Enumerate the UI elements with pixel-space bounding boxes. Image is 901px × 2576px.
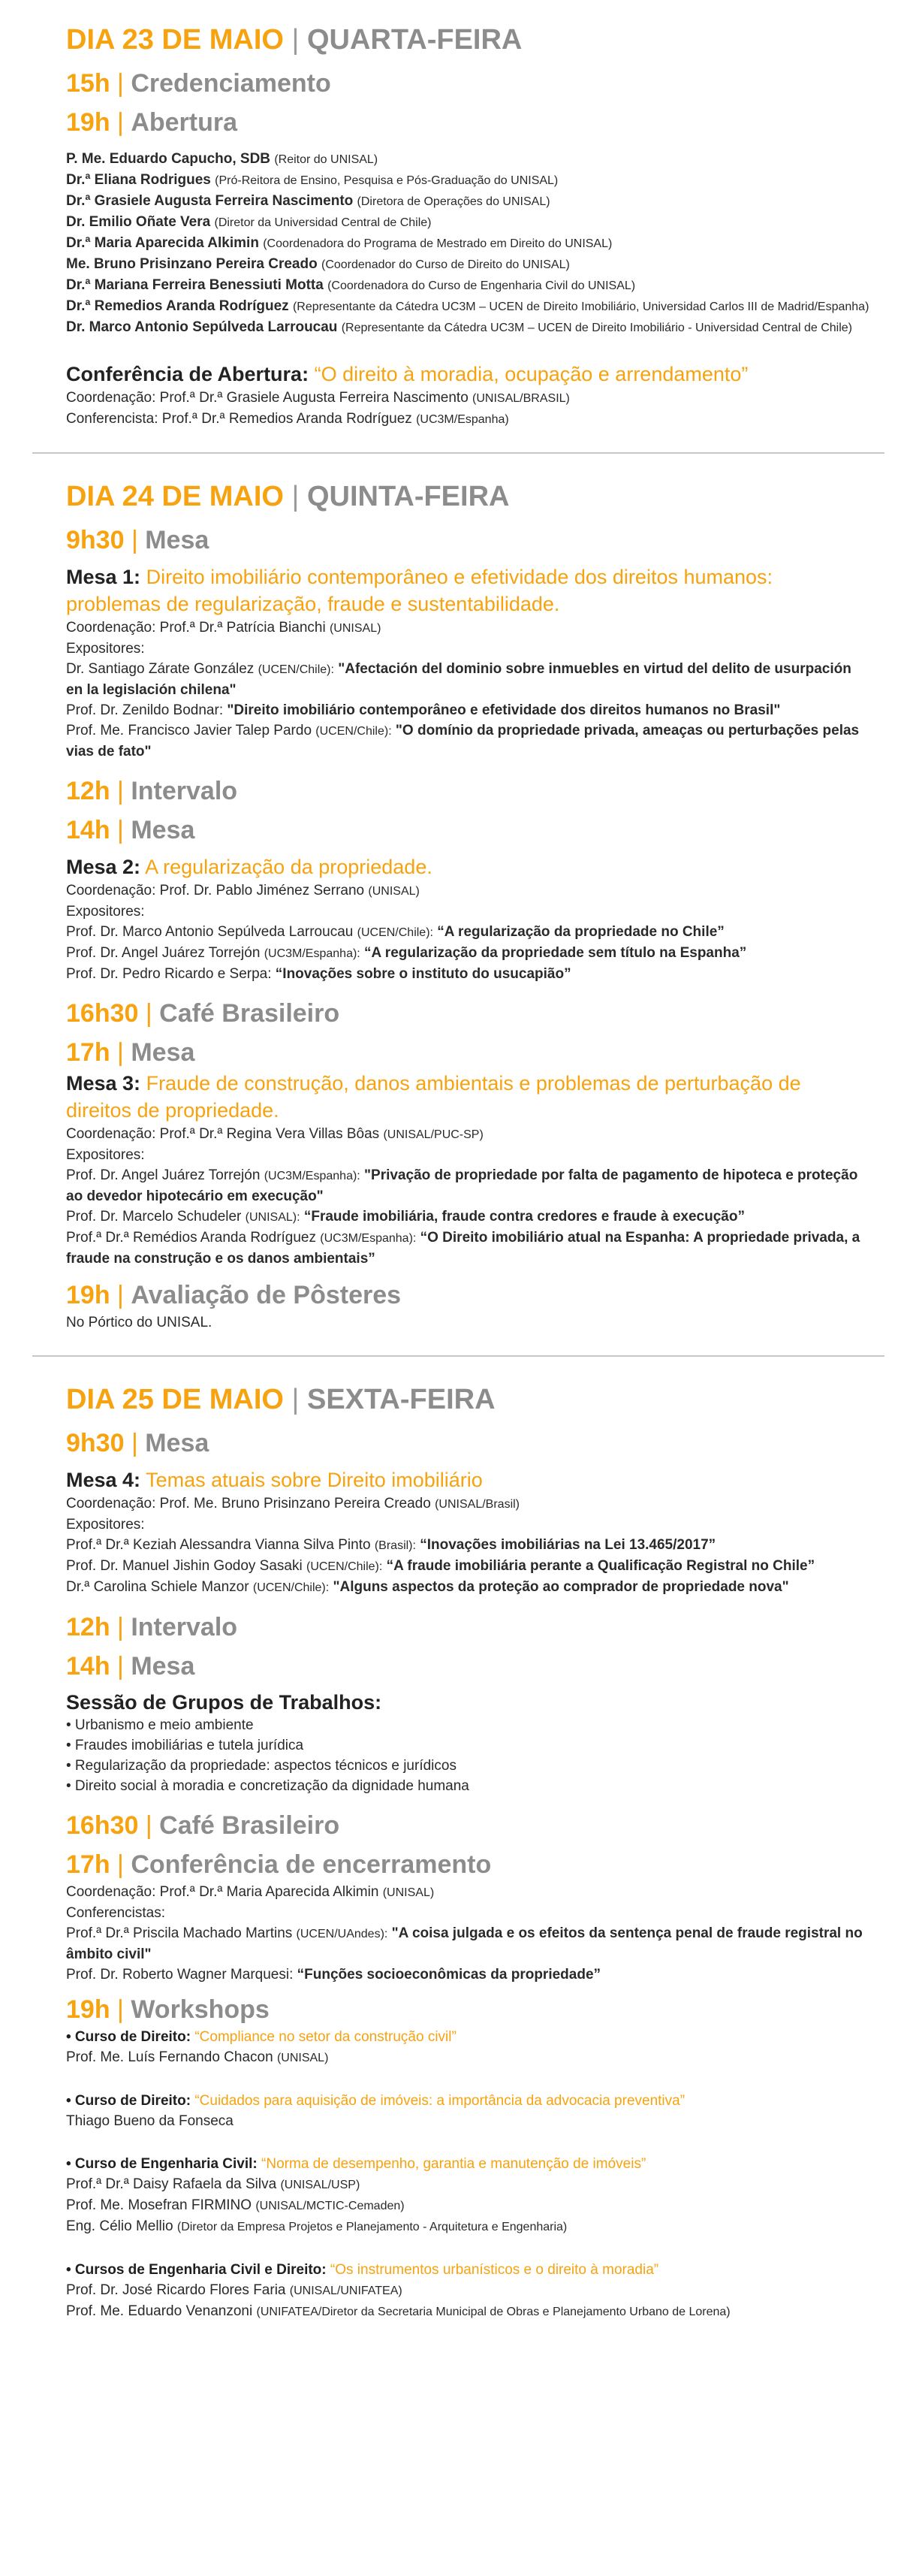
conference-speaker: Conferencista: Prof.ª Dr.ª Remedios Aranda Rodríguez (UC3M/Espanha): [66, 411, 509, 427]
day-name: DIA 24 DE MAIO: [66, 481, 284, 512]
talk-line: Prof. Me. Francisco Javier Talep Pardo (UCEN/Chile): "O domínio da propriedade privada, ameaças ou perturbações pelas vias de fato": [66, 723, 860, 760]
opening-authorities: [66, 149, 869, 338]
time-slot: 19h | Avaliação de Pôsteres: [66, 1281, 402, 1309]
day-25-section: [66, 1382, 869, 2322]
time-slot: 14h | Mesa: [66, 1652, 195, 1681]
time-slot: 12h | Intervalo: [66, 1613, 238, 1641]
talk-line: Prof. Dr. Pedro Ricardo e Serpa: “Inovações sobre o instituto do usucapião”: [66, 966, 571, 982]
authority-line: Dr.ª Eliana Rodrigues (Pró-Reitora de Ensino, Pesquisa e Pós-Graduação do UNISAL): [66, 172, 559, 188]
mesa-exp-label: Expositores:: [66, 641, 145, 657]
authority-line: Dr.ª Grasiele Augusta Ferreira Nascimento (Diretora de Operações do UNISAL): [66, 193, 550, 209]
mesa-1-title: Mesa 1: Direito imobiliário contemporâneo e efetividade dos direitos humanos: problemas de regularização, fraude e sustentabilidade.: [66, 566, 773, 615]
time-slot: 9h30 | Mesa: [66, 1429, 209, 1457]
time-slot: 19h | Workshops: [66, 1995, 270, 2024]
talk-line: Prof. Dr. Marco Antonio Sepúlveda Larroucau (UCEN/Chile): “A regularização da propriedade no Chile”: [66, 924, 725, 940]
authority-line: Dr. Marco Antonio Sepúlveda Larroucau (Representante da Cátedra UC3M – UCEN de Direito Imobiliário - Universidad Central de Chile): [66, 319, 852, 335]
talk-line: Prof.ª Dr.ª Priscila Machado Martins (UCEN/UAndes): "A coisa julgada e os efeitos da sentença penal de fraude registral no âmbito civil": [66, 1925, 863, 1962]
time-slot: 14h | Mesa: [66, 816, 195, 844]
poster-place: No Pórtico do UNISAL.: [66, 1315, 212, 1330]
talk-line: Dr.ª Carolina Schiele Manzor (UCEN/Chile): "Alguns aspectos da proteção ao comprador de propriedade nova": [66, 1579, 789, 1595]
talk-line: Prof. Dr. Zenildo Bodnar: "Direito imobiliário contemporâneo e efetividade dos direitos humanos no Brasil": [66, 702, 781, 718]
time-slot: 16h30 | Café Brasileiro: [66, 999, 340, 1028]
list-item: • Regularização da propriedade: aspectos técnicos e jurídicos: [66, 1758, 457, 1774]
talk-line: Prof.ª Dr.ª Remédios Aranda Rodríguez (UC3M/Espanha): “O Direito imobiliário atual na Espanha: A propriedade privada, a fraude na construção e os danos ambientais”: [66, 1230, 860, 1267]
authority-line: Dr.ª Mariana Ferreira Benessiuti Motta (Coordenadora do Curso de Engenharia Civil do UNISAL): [66, 277, 636, 293]
time-slot: 17h | Conferência de encerramento: [66, 1850, 492, 1879]
day-weekday: SEXTA-FEIRA: [306, 1384, 496, 1415]
mesa-2-title: Mesa 2: A regularização da propriedade.: [66, 856, 432, 878]
day-name: DIA 25 DE MAIO: [66, 1384, 284, 1415]
day-name: DIA 23 DE MAIO: [66, 24, 284, 56]
list-item: • Fraudes imobiliárias e tutela jurídica: [66, 1738, 304, 1753]
mesa-coordination: Coordenação: Prof.ª Dr.ª Regina Vera Villas Bôas (UNISAL/PUC-SP): [66, 1126, 484, 1142]
day-heading: DIA 24 DE MAIO | QUINTA-FEIRA: [66, 481, 510, 512]
talk-line: Prof. Dr. Roberto Wagner Marquesi: “Funções socioeconômicas da propriedade”: [66, 1967, 601, 1983]
day-24-section: [66, 479, 869, 1333]
mesa-coordination: Coordenação: Prof. Dr. Pablo Jiménez Serrano (UNISAL): [66, 883, 420, 898]
closing-coordination: Coordenação: Prof.ª Dr.ª Maria Aparecida Alkimin (UNISAL): [66, 1884, 435, 1900]
talk-line: Prof. Dr. Manuel Jishin Godoy Sasaki (UCEN/Chile): “A fraude imobiliária perante a Qualificação Registral no Chile”: [66, 1558, 815, 1574]
authority-line: Dr.ª Maria Aparecida Alkimin (Coordenadora do Programa de Mestrado em Direito do UNISAL): [66, 235, 613, 251]
authority-line: Me. Bruno Prisinzano Pereira Creado (Coordenador do Curso de Direito do UNISAL): [66, 256, 570, 272]
list-item: • Direito social à moradia e concretização da dignidade humana: [66, 1778, 469, 1794]
authority-line: Dr. Emilio Oñate Vera (Diretor da Universidad Central de Chile): [66, 214, 432, 230]
workshop-item: • Cursos de Engenharia Civil e Direito: “Os instrumentos urbanísticos e o direito à moradia” Prof. Dr. José Ricardo Flores Faria (UNISAL/UNIFATEA) Prof. Me. Eduardo Venanzoni (UNIFATEA/Diretor da Secretaria Municipal de Obras e Planejamento Urbano de Lorena): [66, 2262, 731, 2319]
day-heading: DIA 23 DE MAIO | QUARTA-FEIRA: [66, 24, 523, 56]
mesa-exp-label: Expositores:: [66, 904, 145, 920]
day-weekday: QUINTA-FEIRA: [306, 481, 510, 512]
workshop-item: • Curso de Engenharia Civil: “Norma de desempenho, garantia e manutenção de imóveis” Prof.ª Dr.ª Daisy Rafaela da Silva (UNISAL/USP) Prof. Me. Mosefran FIRMINO (UNISAL/MCTIC-Cemaden) Eng. Célio Mellio (Diretor da Empresa Projetos e Planejamento - Arquitetura e Engenharia): [66, 2156, 646, 2234]
time-slot: 16h30 | Café Brasileiro: [66, 1811, 340, 1840]
sessao-title: Sessão de Grupos de Trabalhos:: [66, 1691, 382, 1714]
time-slot: 9h30 | Mesa: [66, 526, 209, 554]
time-slot: 12h | Intervalo: [66, 777, 238, 805]
day-23-section: [66, 23, 869, 430]
mesa-exp-label: Expositores:: [66, 1147, 145, 1163]
talk-line: Prof.ª Dr.ª Keziah Alessandra Vianna Silva Pinto (Brasil): “Inovações imobiliárias na Lei 13.465/2017”: [66, 1537, 716, 1553]
time-slot: 15h | Credenciamento: [66, 69, 331, 98]
opening-conference-title: Conferência de Abertura: “O direito à moradia, ocupação e arrendamento”: [66, 363, 749, 385]
talk-line: Prof. Dr. Angel Juárez Torrejón (UC3M/Espanha): "Privação de propriedade por falta de pagamento de hipoteca e proteção ao devedor hipotecário em execução": [66, 1167, 858, 1204]
closing-speakers-label: Conferencistas:: [66, 1905, 166, 1921]
conference-coordination: Coordenação: Prof.ª Dr.ª Grasiele Augusta Ferreira Nascimento (UNISAL/BRASIL): [66, 390, 570, 406]
mesa-coordination: Coordenação: Prof.ª Dr.ª Patrícia Bianchi (UNISAL): [66, 620, 381, 636]
time-slot: 17h | Mesa: [66, 1038, 195, 1067]
talk-line: Prof. Dr. Angel Juárez Torrejón (UC3M/Espanha): “A regularização da propriedade sem título na Espanha”: [66, 945, 747, 961]
talk-line: Prof. Dr. Marcelo Schudeler (UNISAL): “Fraude imobiliária, fraude contra credores e fraude à execução”: [66, 1209, 745, 1225]
mesa-4-title: Mesa 4: Temas atuais sobre Direito imobiliário: [66, 1469, 483, 1491]
mesa-exp-label: Expositores:: [66, 1517, 145, 1533]
day-heading: DIA 25 DE MAIO | SEXTA-FEIRA: [66, 1384, 496, 1415]
list-item: • Urbanismo e meio ambiente: [66, 1717, 254, 1733]
program-content: [66, 23, 869, 2322]
mesa-coordination: Coordenação: Prof. Me. Bruno Prisinzano Pereira Creado (UNISAL/Brasil): [66, 1496, 520, 1511]
section-divider: [32, 1355, 884, 1357]
workshop-item: • Curso de Direito: “Cuidados para aquisição de imóveis: a importância da advocacia preventiva” Thiago Bueno da Fonseca: [66, 2093, 686, 2129]
section-divider: [32, 452, 884, 454]
time-slot: 19h | Abertura: [66, 108, 238, 137]
day-weekday: QUARTA-FEIRA: [306, 24, 523, 56]
talk-line: Dr. Santiago Zárate González (UCEN/Chile): "Afectación del dominio sobre inmuebles en virtud del delito de usurpación en la legislación chilena": [66, 661, 851, 698]
authority-line: P. Me. Eduardo Capucho, SDB (Reitor do UNISAL): [66, 151, 378, 167]
authority-line: Dr.ª Remedios Aranda Rodríguez (Representante da Cátedra UC3M – UCEN de Direito Imobiliário, Universidad Carlos III de Madrid/Espanha): [66, 298, 869, 314]
workshop-item: • Curso de Direito: “Compliance no setor da construção civil” Prof. Me. Luís Fernando Chacon (UNISAL): [66, 2029, 457, 2065]
mesa-3-title: Mesa 3: Fraude de construção, danos ambientais e problemas de perturbação de direitos de propriedade.: [66, 1072, 801, 1122]
